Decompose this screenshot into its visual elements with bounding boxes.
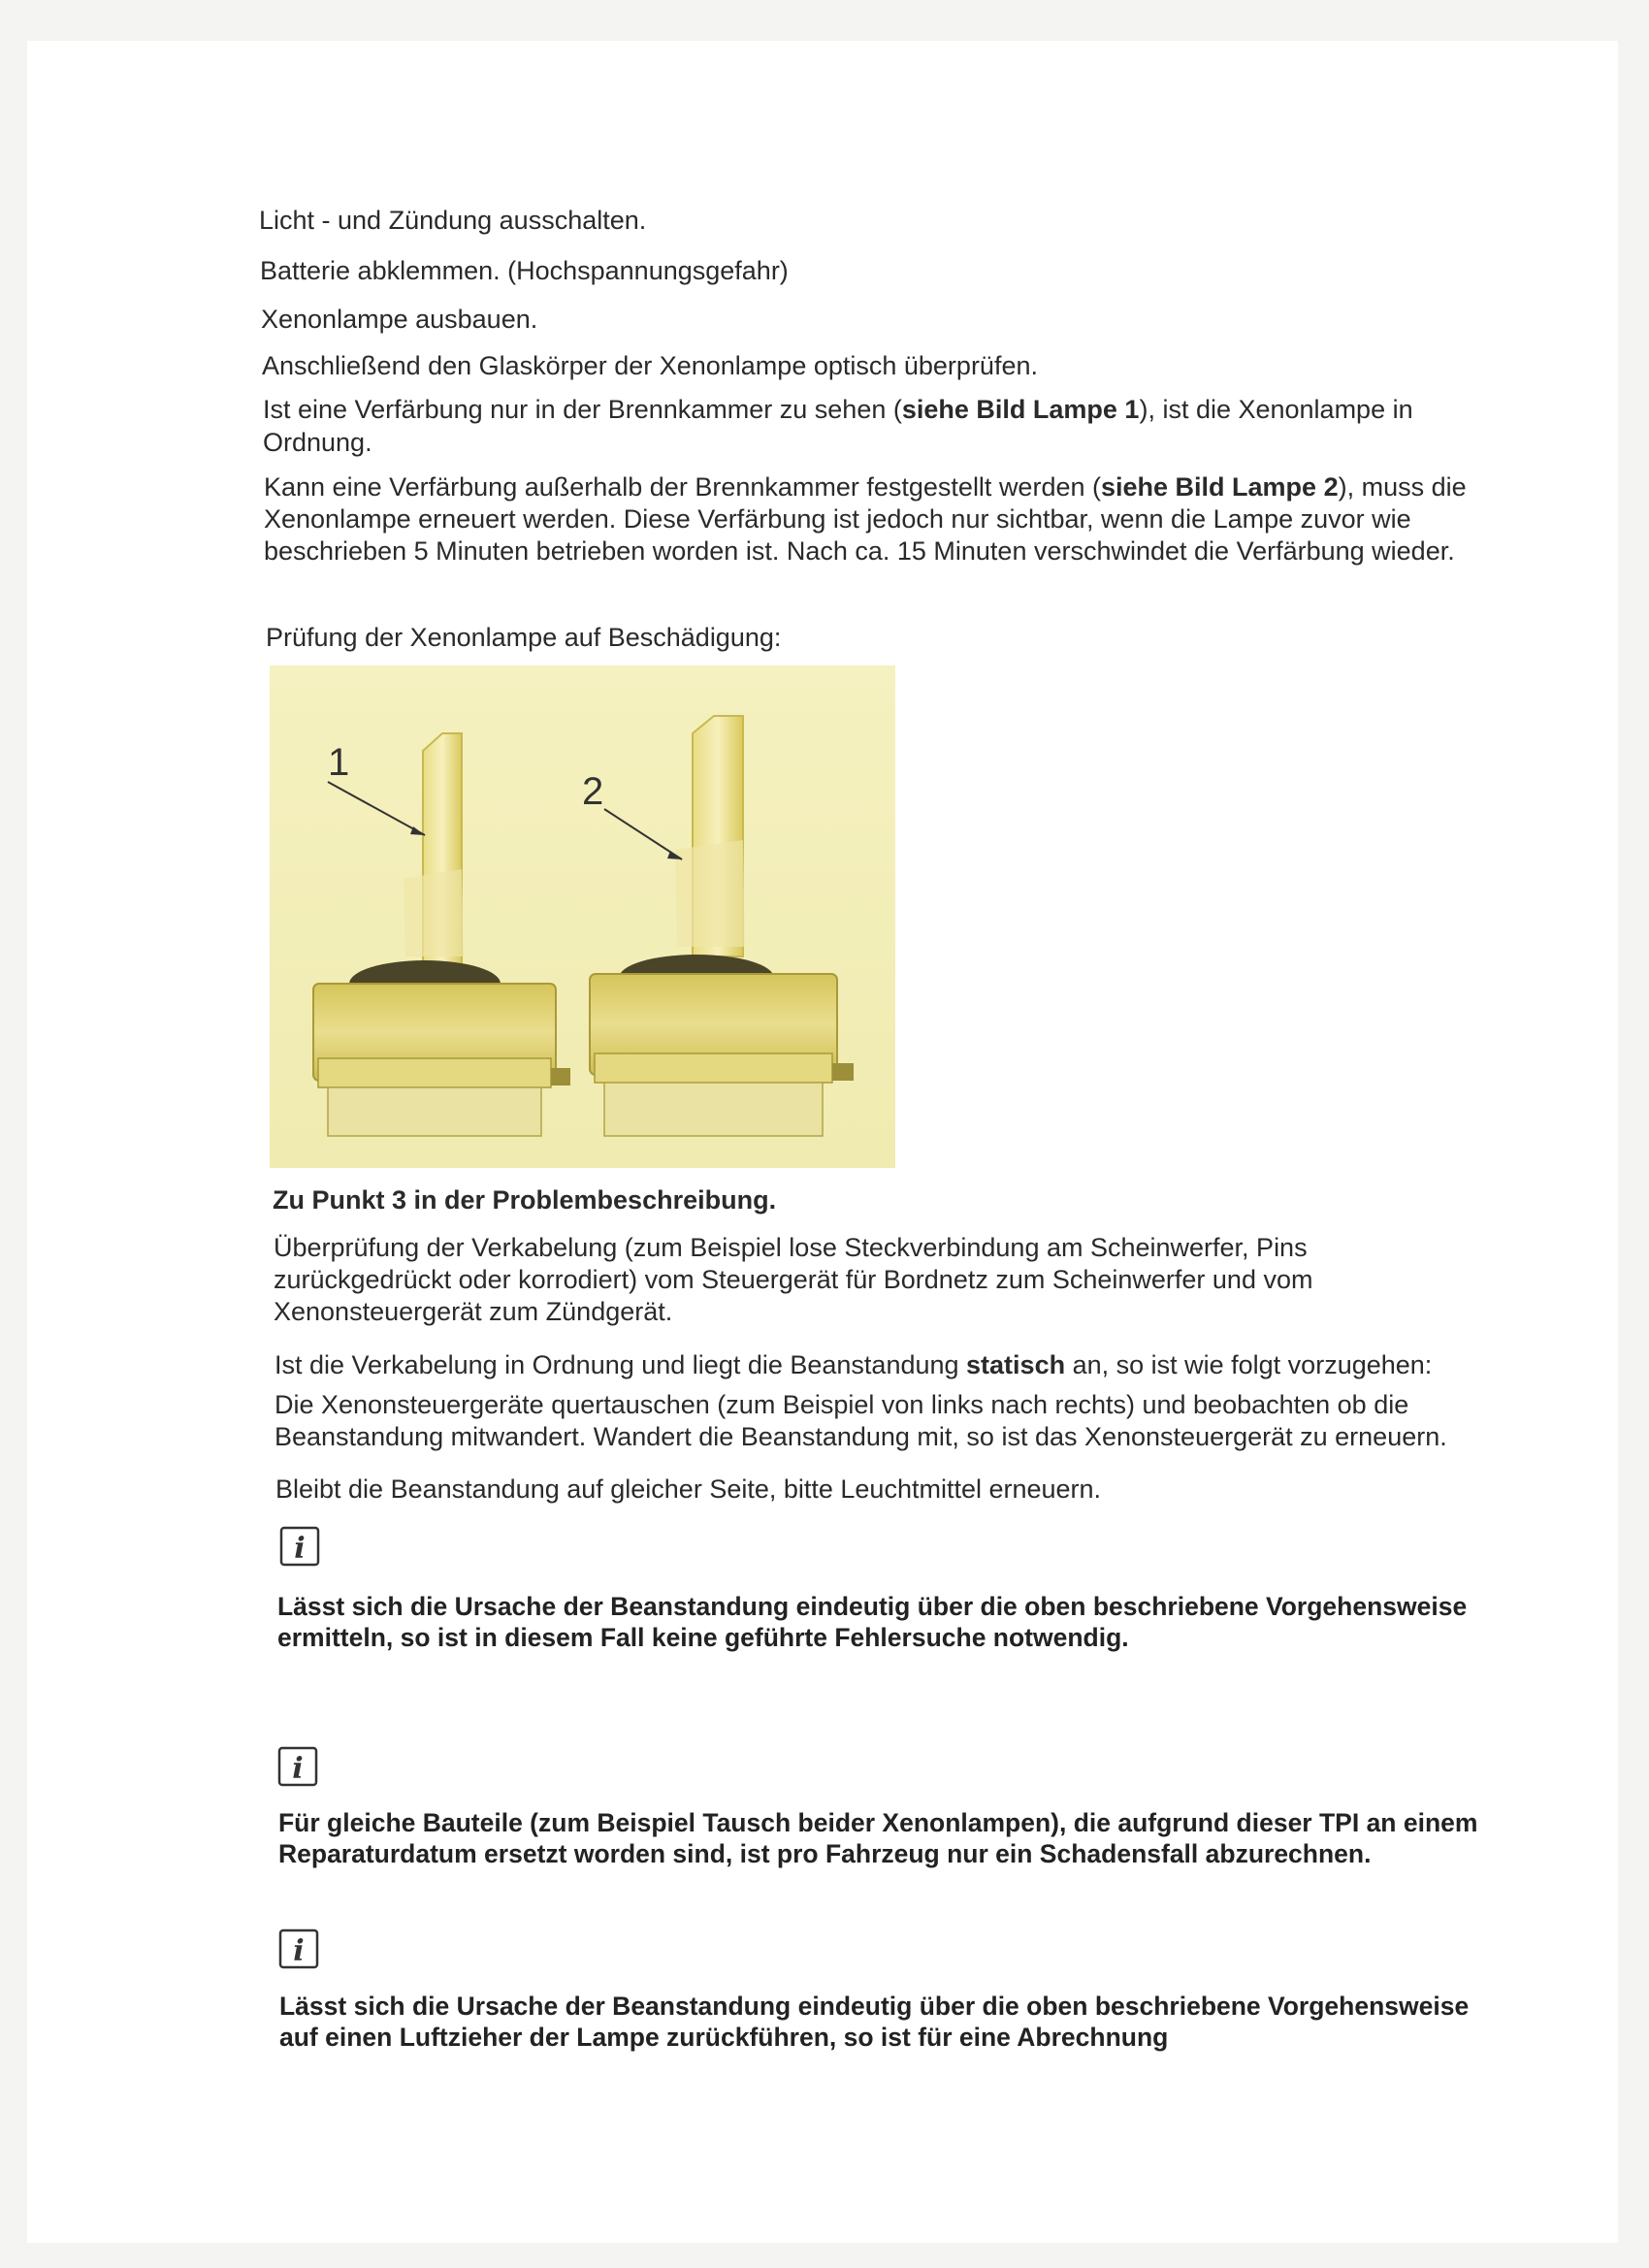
section-heading: Zu Punkt 3 in der Problembeschreibung.: [273, 1185, 777, 1215]
para2-pre: Kann eine Verfärbung außerhalb der Brennkammer festgestellt werden (: [264, 472, 1101, 502]
para1-bold: siehe Bild Lampe 1: [901, 395, 1140, 424]
wiring-paragraph: Überprüfung der Verkabelung (zum Beispiel lose Steckverbindung am Scheinwerfer, Pins zurückgedrückt oder korrodiert) vom Steuergerät für Bordnetz zum Scheinwerfer und vom Xenonsteuergerät zum Zündgerät.: [274, 1233, 1313, 1326]
callout-label-1: 1: [328, 741, 350, 784]
paragraph-lamp-2: [264, 471, 1505, 567]
step-3: Xenonlampe ausbauen.: [261, 305, 538, 334]
step-2: Batterie abklemmen. (Hochspannungsgefahr): [260, 256, 789, 285]
info-icon: [276, 1928, 323, 1971]
lamps-illustration: [270, 665, 895, 1168]
para2-post: ), muss die Xenonlampe erneuert werden. Diese Verfärbung ist jedoch nur sichtbar, wenn die Lampe zuvor wie beschrieben 5 Minuten betrieben worden ist. Nach ca. 15 Minuten verschwindet die Verfärbung wieder.: [264, 472, 1467, 566]
same-side-paragraph: Bleibt die Beanstandung auf gleicher Seite, bitte Leuchtmittel erneuern.: [275, 1474, 1102, 1504]
callout-label-2: 2: [582, 770, 604, 813]
note-3: Lässt sich die Ursache der Beanstandung eindeutig über die oben beschriebene Vorgehensweise auf einen Luftzieher der Lampe zurückführen, so ist für eine Abrechnung: [279, 1992, 1470, 2052]
check-heading: Prüfung der Xenonlampe auf Beschädigung:: [266, 623, 782, 652]
static-pre: Ist die Verkabelung in Ordnung und liegt die Beanstandung: [275, 1350, 967, 1379]
svg-text:i: i: [294, 1532, 306, 1566]
note-1: Lässt sich die Ursache der Beanstandung eindeutig über die oben beschriebene Vorgehensweise ermitteln, so ist in diesem Fall keine geführte Fehlersuche notwendig.: [277, 1592, 1468, 1652]
para1-post: ), ist die Xenonlampe in Ordnung.: [263, 395, 1413, 457]
step-4: Anschließend den Glaskörper der Xenonlampe optisch überprüfen.: [262, 351, 1038, 380]
para2-bold: siehe Bild Lampe 2: [1101, 472, 1339, 502]
static-bold: statisch: [966, 1350, 1066, 1379]
svg-text:i: i: [292, 1752, 304, 1786]
info-icon: [275, 1746, 322, 1789]
paragraph-lamp-1: [263, 393, 1485, 459]
svg-text:i: i: [293, 1934, 305, 1968]
swap-paragraph: Die Xenonsteuergeräte quertauschen (zum Beispiel von links nach rechts) und beobachten ob die Beanstandung mitwandert. Wandert die Beanstandung mit, so ist das Xenonsteuergerät zu erneuern.: [275, 1390, 1447, 1451]
step-1: Licht - und Zündung ausschalten.: [259, 206, 647, 235]
static-paragraph: [275, 1348, 1432, 1381]
note-2: Für gleiche Bauteile (zum Beispiel Tausch beider Xenonlampen), die aufgrund dieser TPI an einem Reparaturdatum ersetzt worden sind, ist pro Fahrzeug nur ein Schadensfall abzurechnen.: [278, 1808, 1478, 1868]
info-icon: [275, 1526, 322, 1569]
para1-pre: Ist eine Verfärbung nur in der Brennkammer zu sehen (: [263, 395, 902, 424]
xenon-lamps-photo: [270, 665, 895, 1168]
static-post: an, so ist wie folgt vorzugehen:: [1065, 1350, 1433, 1379]
